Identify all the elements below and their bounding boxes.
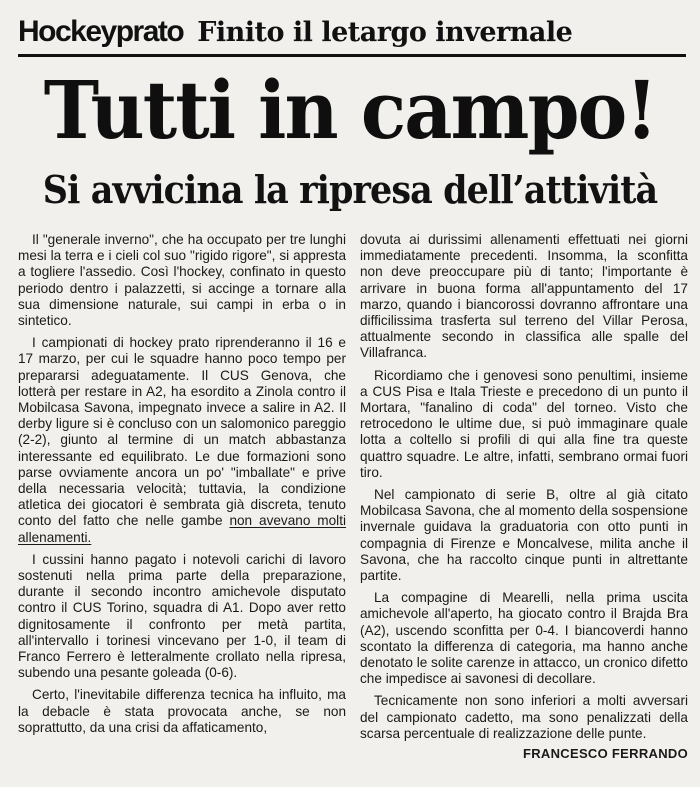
author-byline: FRANCESCO FERRANDO [522, 746, 688, 762]
paragraph: Ricordiamo che i genovesi sono penultimi, insieme a CUS Pisa e Itala Trieste e precedono di un punto il Mortara, "fanalino di coda" del torneo. Visto che retrocedono le ultime due, si può immaginare quale lotta a coltello si profili di qui alla fine tra queste quattro squadre. Le altre, infatti, sembrano ormai fuori tiro. [360, 367, 688, 480]
section-header [18, 10, 688, 54]
paragraph: Il "generale inverno", che ha occupato per tre lunghi mesi la terra e i cieli col suo "rigido rigore", si appresta a togliere l'assedio. Così l'hockey, confinato in questo periodo dentro i palazzetti, si accinge a tornare alla sua dimensione naturale, sui campi in erba o in sintetico. [18, 232, 346, 329]
headline: Tutti in campo! [43, 63, 657, 157]
article-body [18, 232, 688, 772]
paragraph: dovuta ai durissimi allenamenti effettuati nei giorni immediatamente precedenti. Insomma, la sconfitta non deve preoccupare più di tanto; l'importante è arrivare in buona forma all'appuntamento del 17 marzo, quando i biancorossi dovranno affrontare una difficilissima trasferta sul terreno del Villar Perosa, attualmente secondo in classifica alle spalle del Villafranca. [360, 232, 688, 361]
paragraph: Nel campionato di serie B, oltre al già citato Mobilcasa Savona, che al momento della sospensione invernale guidava la graduatoria con otto punti in compagnia di Firenze e Moncalvese, milita anche il Savona, che ha raccolto cinque punti in altrettante partite. [360, 487, 688, 584]
paragraph: La compagine di Mearelli, nella prima uscita amichevole all'aperto, ha giocato contro il Brajda Bra (A2), uscendo sconfitta per 0-4. I biancoverdi hanno scontato la differenza di categoria, ma hanno anche denotato le solite carenze in attacco, un cronico difetto che impedisce ai savonesi di decollare. [360, 590, 688, 687]
underlined-phrase: non avevano molti allenamenti. [18, 513, 347, 545]
kicker-title: Finito il letargo invernale [197, 16, 573, 48]
paragraph: I cussini hanno pagato i notevoli carichi di lavoro sostenuti nella prima parte della preparazione, durante il secondo incontro amichevole disputato contro il CUS Torino, squadra di A1. Dopo aver retto dignitosamente il confronto per metà partita, all'intervallo i torinesi vincevano per 1-0, il team di Franco Ferrero è letteralmente crollato nella ripresa, subendo una pesante goleada (0-6). [18, 551, 346, 681]
column-right [360, 232, 688, 772]
header-rule [18, 54, 686, 57]
paragraph: Certo, l'inevitabile differenza tecnica ha influito, ma la debacle è stata provocata anche, se non soprattutto, da una crisi da affaticamento, [18, 687, 346, 735]
paragraph [18, 335, 346, 546]
section-name: Hockeyprato [18, 15, 184, 48]
paragraph: Tecnicamente non sono inferiori a molti avversari del campionato cadetto, ma sono penalizzati della scarsa percentuale di realizzazione delle punte. [360, 693, 688, 741]
subheadline: Si avvicina la ripresa dell’attività [42, 167, 658, 212]
column-left [18, 232, 346, 772]
paragraph-text: I campionati di hockey prato riprenderanno il 16 e 17 marzo, per cui le squadre hanno poco tempo per prepararsi adeguatamente. Il CUS Genova, che lotterà per restare in A2, ha esordito a Zinola contro il Mobilcasa Savona, impegnato invece a salire in A2. Il derby ligure si è concluso con un salomonico pareggio (2-2), giunto al termine di un match abbastanza interessante ed equilibrato. Le due formazioni sono parse ovviamente ancora un po' "imballate" e prive della necessaria velocità; tuttavia, la condizione atletica dei giocatori è sembrata già discreta, tenuto conto del fatto che nelle gambe [18, 335, 346, 529]
